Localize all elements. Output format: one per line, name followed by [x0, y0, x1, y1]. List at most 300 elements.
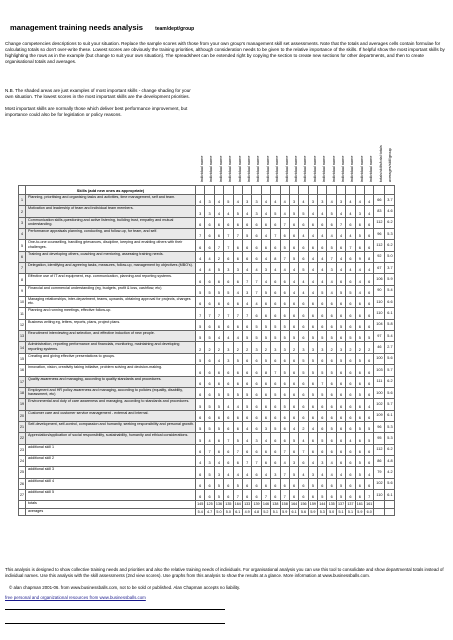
- score-cell: 6: [355, 478, 364, 489]
- score-cell: 6: [271, 489, 280, 500]
- header-blank: [252, 186, 261, 195]
- score-cell: 5: [271, 206, 280, 217]
- skill-description: additional skill 4: [26, 478, 196, 489]
- score-cell: 8: [365, 251, 374, 262]
- score-cell: 5: [308, 331, 317, 342]
- score-cell: 2: [299, 421, 308, 432]
- score-cell: 4: [355, 274, 364, 285]
- score-cell: 6: [242, 478, 251, 489]
- score-cell: 5: [336, 478, 345, 489]
- score-cell: 8: [261, 365, 270, 376]
- skill-description: Training and developing others, coaching and mentoring, assessing training needs.: [26, 251, 196, 262]
- score-cell: 3: [205, 455, 214, 466]
- skill-description: Motivation and leadership of team and individual team members.: [26, 206, 196, 217]
- column-total: 146: [262, 502, 269, 507]
- score-cell: 3: [327, 263, 336, 274]
- score-cell: 6: [280, 285, 289, 296]
- score-cell: 6: [289, 444, 298, 455]
- score-cell: 4: [355, 285, 364, 296]
- score-cell: 5: [318, 489, 327, 500]
- score-cell: 6: [346, 410, 355, 421]
- header-blank: [355, 186, 364, 195]
- blank: [19, 501, 26, 508]
- score-cell: 3: [252, 195, 261, 206]
- footer-divider-top: [5, 609, 225, 610]
- score-cell: 4: [355, 195, 364, 206]
- score-cell: 6: [355, 376, 364, 387]
- score-cell: 6: [252, 308, 261, 319]
- score-cell: 3: [289, 455, 298, 466]
- score-cell: 6: [280, 433, 289, 444]
- score-cell: 6: [224, 274, 233, 285]
- score-cell: 4: [224, 399, 233, 410]
- score-cell: 6: [346, 478, 355, 489]
- header-blank: [308, 186, 317, 195]
- table-row: [19, 376, 395, 387]
- score-cell: 3: [224, 263, 233, 274]
- row-average: 5.9: [385, 274, 395, 285]
- score-cell: 4: [289, 285, 298, 296]
- skill-description: additional skill 5: [26, 489, 196, 500]
- score-cell: 4: [280, 195, 289, 206]
- score-cell: 6: [261, 217, 270, 228]
- table-row: [19, 489, 395, 500]
- score-cell: 6: [289, 229, 298, 240]
- score-cell: 4: [308, 274, 317, 285]
- score-cell: 6: [346, 274, 355, 285]
- row-average: 5.3: [385, 421, 395, 432]
- score-cell: 5: [196, 421, 205, 432]
- score-cell: 3: [252, 206, 261, 217]
- score-cell: 6: [196, 376, 205, 387]
- score-cell: 6: [355, 444, 364, 455]
- score-cell: 2: [205, 342, 214, 353]
- row-total: 100: [374, 353, 385, 364]
- individual-column-label: individual name: [369, 155, 374, 182]
- score-cell: 4: [242, 206, 251, 217]
- score-cell: 7: [205, 444, 214, 455]
- row-total: 112: [374, 240, 385, 251]
- row-total: 100: [374, 387, 385, 398]
- header-blank: [224, 186, 233, 195]
- score-cell: 3: [214, 467, 223, 478]
- score-cell: 4: [318, 263, 327, 274]
- score-cell: 6: [365, 240, 374, 251]
- score-cell: 6: [336, 433, 345, 444]
- score-cell: 4: [261, 206, 270, 217]
- score-cell: 6: [205, 274, 214, 285]
- score-cell: 6: [252, 353, 261, 364]
- score-cell: 2: [242, 342, 251, 353]
- score-cell: 5: [233, 206, 242, 217]
- row-total: 86: [374, 455, 385, 466]
- score-cell: 6: [224, 455, 233, 466]
- score-cell: 6: [205, 297, 214, 308]
- score-cell: 9: [355, 251, 364, 262]
- score-cell: 4: [224, 467, 233, 478]
- score-cell: 3: [336, 195, 345, 206]
- score-cell: 4: [261, 195, 270, 206]
- table-row: [19, 342, 395, 353]
- column-average: 4.8: [252, 508, 261, 515]
- row-number: 15: [19, 353, 26, 364]
- score-cell: 5: [327, 365, 336, 376]
- row-number: 27: [19, 489, 26, 500]
- score-cell: 6: [365, 387, 374, 398]
- score-cell: 6: [327, 319, 336, 330]
- score-cell: 3: [280, 342, 289, 353]
- column-total: 133: [244, 502, 251, 507]
- column-total: 139: [253, 502, 260, 507]
- score-cell: 6: [308, 489, 317, 500]
- score-cell: 6: [252, 421, 261, 432]
- score-cell: 6: [318, 410, 327, 421]
- score-cell: 4: [346, 206, 355, 217]
- score-cell: 6: [271, 353, 280, 364]
- score-cell: 6: [233, 274, 242, 285]
- score-cell: 6: [336, 455, 345, 466]
- score-cell: 6: [308, 217, 317, 228]
- score-cell: 6: [280, 353, 289, 364]
- score-cell: 4: [261, 274, 270, 285]
- blank: [19, 508, 26, 515]
- score-cell: 6: [261, 455, 270, 466]
- score-cell: 4: [308, 251, 317, 262]
- table-row: [19, 229, 395, 240]
- score-cell: 4: [299, 229, 308, 240]
- row-total: 97: [374, 331, 385, 342]
- score-cell: 6: [365, 308, 374, 319]
- header-blank: [385, 186, 395, 195]
- score-cell: 2: [365, 342, 374, 353]
- score-cell: 5: [242, 331, 251, 342]
- score-cell: 5: [261, 285, 270, 296]
- column-total: 144: [319, 502, 326, 507]
- header-blank: [233, 186, 242, 195]
- score-cell: 5: [196, 285, 205, 296]
- score-cell: 5: [261, 353, 270, 364]
- score-cell: 2: [261, 342, 270, 353]
- score-cell: 5: [242, 387, 251, 398]
- score-cell: 6: [299, 387, 308, 398]
- header-blank: [327, 186, 336, 195]
- score-cell: 3: [318, 455, 327, 466]
- individual-column-label: individual name: [209, 155, 214, 182]
- score-cell: 6: [336, 444, 345, 455]
- score-cell: 4: [289, 421, 298, 432]
- score-cell: 6: [299, 308, 308, 319]
- score-cell: 4: [365, 206, 374, 217]
- score-cell: 6: [271, 433, 280, 444]
- score-cell: 3: [355, 206, 364, 217]
- row-total: 106: [374, 274, 385, 285]
- score-cell: 6: [224, 444, 233, 455]
- score-cell: 7: [252, 285, 261, 296]
- score-cell: 6: [336, 365, 345, 376]
- row-total: 96: [374, 421, 385, 432]
- row-average: 5.3: [385, 433, 395, 444]
- skill-description: Recruitment interviewing and selection, and effective induction of new people.: [26, 331, 196, 342]
- column-average: 5.1: [271, 508, 280, 515]
- score-cell: 5: [233, 478, 242, 489]
- score-cell: 4: [299, 274, 308, 285]
- score-cell: 3: [205, 195, 214, 206]
- skill-description: Self-development, self-control, compassion and humanity, seeking responsibility and personal growth.: [26, 421, 196, 432]
- score-cell: 5: [233, 353, 242, 364]
- score-cell: 6: [271, 285, 280, 296]
- score-cell: 5: [280, 399, 289, 410]
- score-cell: 4: [299, 433, 308, 444]
- score-cell: 6: [196, 365, 205, 376]
- score-cell: 7: [205, 308, 214, 319]
- column-average: 5.4: [196, 508, 205, 515]
- score-cell: 4: [308, 206, 317, 217]
- score-cell: 6: [327, 433, 336, 444]
- skill-description: Employment and HR policy awareness and managing, according to policies (equality, disability, harassment, etc): [26, 387, 196, 398]
- score-cell: 6: [261, 444, 270, 455]
- score-cell: 5: [308, 365, 317, 376]
- table-row: [19, 433, 395, 444]
- individual-column-label: individual name: [350, 155, 355, 182]
- score-cell: 6: [252, 365, 261, 376]
- score-cell: 4: [280, 263, 289, 274]
- score-cell: 5: [224, 285, 233, 296]
- score-cell: 6: [196, 444, 205, 455]
- score-cell: 6: [327, 387, 336, 398]
- score-cell: 6: [252, 467, 261, 478]
- individual-column-label: individual name: [247, 155, 251, 182]
- score-cell: 6: [318, 399, 327, 410]
- table-row: [19, 240, 395, 251]
- score-cell: 3: [271, 342, 280, 353]
- column-average: 5.9: [280, 508, 289, 515]
- row-number: 22: [19, 433, 26, 444]
- score-cell: 5: [336, 285, 345, 296]
- score-cell: 6: [336, 274, 345, 285]
- table-row: [19, 410, 395, 421]
- score-cell: 6: [365, 444, 374, 455]
- score-cell: 5: [289, 467, 298, 478]
- score-cell: 6: [271, 478, 280, 489]
- row-total: 102: [374, 399, 385, 410]
- score-cell: 6: [261, 297, 270, 308]
- header-blank: [280, 186, 289, 195]
- row-average: 5.6: [385, 387, 395, 398]
- score-cell: 6: [336, 240, 345, 251]
- score-cell: 6: [205, 353, 214, 364]
- score-cell: 6: [261, 410, 270, 421]
- column-average: 5.1: [336, 508, 345, 515]
- table-row: [19, 195, 395, 206]
- score-cell: 6: [327, 399, 336, 410]
- score-cell: 4: [196, 455, 205, 466]
- score-cell: 4: [327, 195, 336, 206]
- row-number: 6: [19, 251, 26, 262]
- score-cell: 6: [299, 489, 308, 500]
- score-cell: 5: [252, 331, 261, 342]
- score-cell: 4: [214, 206, 223, 217]
- skill-description: One-to-one counselling, handling grievances, discipline, keeping and enabling others with their challenges.: [26, 240, 196, 251]
- skill-description: Creating and giving effective presentations to groups.: [26, 353, 196, 364]
- score-cell: 5: [252, 319, 261, 330]
- row-number: 23: [19, 444, 26, 455]
- score-cell: 6: [346, 319, 355, 330]
- score-cell: 5: [327, 331, 336, 342]
- score-cell: 6: [233, 251, 242, 262]
- score-cell: 4: [336, 206, 345, 217]
- score-cell: 4: [318, 251, 327, 262]
- individual-column-label: individual name: [228, 155, 233, 182]
- table-row: [19, 455, 395, 466]
- individual-column-label: individual name: [312, 155, 317, 182]
- row-total: 79: [374, 467, 385, 478]
- row-average: 3.7: [385, 195, 395, 206]
- score-cell: 6: [271, 455, 280, 466]
- score-cell: 7: [242, 308, 251, 319]
- score-cell: 6: [224, 489, 233, 500]
- row-average: 2.7: [385, 342, 395, 353]
- score-cell: 4: [242, 467, 251, 478]
- score-cell: 6: [308, 376, 317, 387]
- score-cell: 6: [346, 399, 355, 410]
- score-cell: 5: [355, 387, 364, 398]
- table-row: [19, 263, 395, 274]
- score-cell: 6: [242, 376, 251, 387]
- score-cell: 4: [233, 331, 242, 342]
- score-cell: 6: [355, 319, 364, 330]
- table-row: [19, 319, 395, 330]
- score-cell: 7: [261, 489, 270, 500]
- score-cell: 6: [289, 353, 298, 364]
- row-number: 5: [19, 240, 26, 251]
- score-cell: 6: [252, 489, 261, 500]
- score-cell: 6: [336, 331, 345, 342]
- score-cell: 4: [214, 331, 223, 342]
- score-cell: 6: [299, 240, 308, 251]
- column-total: 137: [337, 502, 345, 507]
- score-cell: 2: [355, 342, 364, 353]
- score-cell: 3: [242, 195, 251, 206]
- score-cell: 4: [242, 421, 251, 432]
- score-cell: 3: [242, 285, 251, 296]
- score-cell: 7: [336, 217, 345, 228]
- score-cell: 7: [280, 444, 289, 455]
- score-cell: 7: [346, 240, 355, 251]
- resources-link[interactable]: free personal and organizational resources from www.businessballs.com: [5, 594, 146, 600]
- score-cell: 7: [224, 229, 233, 240]
- score-cell: 7: [280, 217, 289, 228]
- score-cell: 6: [289, 308, 298, 319]
- score-cell: 6: [289, 489, 298, 500]
- row-average: 4.2: [385, 467, 395, 478]
- column-total: 145: [197, 502, 204, 507]
- score-cell: 6: [346, 421, 355, 432]
- row-number: 18: [19, 387, 26, 398]
- note-shaded-areas: N.B. The shaded areas are just examples of most important skills - change shading for your own situation. The lowest scores in the most important skills are the development priorities.: [5, 88, 191, 99]
- row-total: 103: [374, 365, 385, 376]
- table-row: [19, 274, 395, 285]
- score-cell: 4: [346, 229, 355, 240]
- score-cell: 4: [308, 421, 317, 432]
- score-cell: 6: [289, 365, 298, 376]
- score-cell: 4: [214, 195, 223, 206]
- score-cell: 5: [196, 353, 205, 364]
- column-average: 5.0: [224, 508, 233, 515]
- totals-label: totals: [26, 501, 196, 508]
- score-cell: 6: [346, 251, 355, 262]
- score-cell: 6: [299, 251, 308, 262]
- row-total: 66: [374, 195, 385, 206]
- score-cell: 5: [233, 387, 242, 398]
- score-cell: 5: [318, 433, 327, 444]
- score-cell: 4: [233, 195, 242, 206]
- score-cell: 6: [299, 410, 308, 421]
- header-blank: [196, 186, 205, 195]
- row-total: 110: [374, 489, 385, 500]
- table-row: [19, 353, 395, 364]
- score-cell: 2: [327, 342, 336, 353]
- score-cell: 6: [289, 217, 298, 228]
- score-cell: 6: [336, 399, 345, 410]
- table-row: [19, 297, 395, 308]
- score-cell: 6: [271, 410, 280, 421]
- grand-total: [374, 501, 385, 508]
- score-cell: 5: [280, 331, 289, 342]
- score-cell: 5: [205, 331, 214, 342]
- score-cell: 6: [271, 399, 280, 410]
- score-cell: 7: [318, 376, 327, 387]
- score-cell: 5: [271, 319, 280, 330]
- score-cell: 6: [205, 489, 214, 500]
- score-cell: 5: [214, 263, 223, 274]
- score-cell: 6: [289, 240, 298, 251]
- score-cell: 4: [308, 285, 317, 296]
- score-cell: 6: [214, 433, 223, 444]
- skill-description: Innovation, vision, creativity taking initiative, problem solving and decision-making.: [26, 365, 196, 376]
- score-cell: 6: [224, 421, 233, 432]
- row-average: 6.6: [385, 297, 395, 308]
- score-cell: 6: [355, 308, 364, 319]
- score-cell: 6: [299, 297, 308, 308]
- column-total: 138: [272, 502, 279, 507]
- score-cell: 5: [214, 478, 223, 489]
- table-row: [19, 444, 395, 455]
- skill-description: Business writing eg, letters, reports, plans, project plans.: [26, 319, 196, 330]
- score-cell: 4: [242, 263, 251, 274]
- score-cell: 6: [233, 240, 242, 251]
- score-cell: 4: [365, 263, 374, 274]
- skill-description: Performance appraisals planning, conducting, and follow-up, for team, and self.: [26, 229, 196, 240]
- score-cell: 5: [280, 319, 289, 330]
- score-cell: 2: [214, 342, 223, 353]
- score-cell: 6: [308, 240, 317, 251]
- score-cell: 6: [224, 297, 233, 308]
- column-total: 125: [206, 502, 213, 507]
- score-cell: 6: [196, 478, 205, 489]
- score-cell: 6: [289, 399, 298, 410]
- score-cell: 6: [271, 444, 280, 455]
- score-cell: 7: [196, 229, 205, 240]
- score-cell: 6: [224, 251, 233, 262]
- row-number: 24: [19, 455, 26, 466]
- row-total: 67: [374, 263, 385, 274]
- score-cell: 6: [365, 353, 374, 364]
- row-number: 2: [19, 206, 26, 217]
- column-total: 164: [234, 502, 241, 507]
- score-cell: 3: [224, 353, 233, 364]
- score-cell: 5: [205, 399, 214, 410]
- row-number: 13: [19, 331, 26, 342]
